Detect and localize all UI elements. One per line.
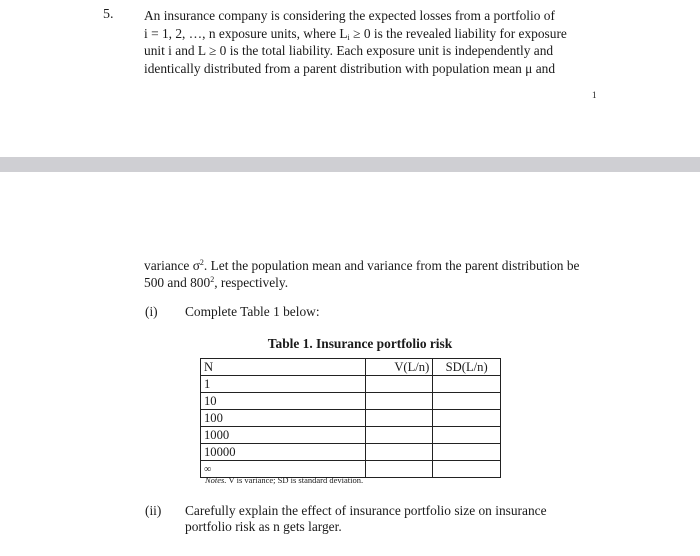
variance-cell (365, 393, 433, 410)
intro-line-2 (144, 25, 604, 43)
row-n-value: 10000 (201, 444, 366, 461)
intro-line-2-part-b: ≥ 0 is the revealed liability for exposure (349, 25, 567, 41)
sd-cell (433, 461, 501, 478)
sd-cell (433, 444, 501, 461)
header-variance: V(L/n) (365, 359, 433, 376)
continuation-line-2-part-a: 500 and 800 (144, 275, 211, 290)
variance-cell (365, 427, 433, 444)
part-ii-line-1: Carefully explain the effect of insurance portfolio size on insurance (185, 503, 547, 518)
part-i-label: (i) (145, 304, 158, 319)
intro-line-4: identically distributed from a parent distribution with population mean μ and (144, 60, 556, 76)
intro-line-2-part-a: i = 1, 2, …, n exposure units, where L (144, 25, 348, 41)
intro-line-3: unit i and L ≥ 0 is the total liability. Each exposure unit is independently and (144, 43, 554, 59)
table-row (201, 444, 501, 461)
sd-cell (433, 410, 501, 427)
table-row (201, 376, 501, 393)
variance-superscript: 2 (199, 258, 204, 267)
continuation-line-1-part-b: . Let the population mean and variance from the parent distribution be (203, 258, 580, 273)
table-row (201, 410, 501, 427)
subscript-i: i (347, 32, 350, 42)
page-number: 1 (592, 90, 597, 100)
variance-cell (365, 376, 433, 393)
sd-cell (433, 393, 501, 410)
continuation-line-2-part-b: , respectively. (214, 275, 289, 290)
header-sd: SD(L/n) (433, 359, 501, 376)
row-n-value: 1000 (201, 427, 366, 444)
part-ii-label: (ii) (145, 503, 162, 518)
part-ii-text (185, 503, 547, 535)
continuation-line-1-part-a: variance σ (144, 258, 200, 273)
question-number: 5. (103, 7, 114, 22)
variance-value-superscript: 2 (210, 275, 215, 284)
table-title: Table 1. Insurance portfolio risk (267, 336, 453, 351)
row-n-value: 100 (201, 410, 366, 427)
table-header-row (201, 359, 501, 376)
insurance-risk-table (200, 358, 501, 478)
table-row (201, 427, 501, 444)
continuation-line-2 (144, 274, 614, 291)
variance-cell (365, 444, 433, 461)
table-notes (205, 475, 363, 485)
page-break-band (0, 157, 700, 172)
notes-label: Notes. (205, 475, 227, 485)
variance-cell (365, 461, 433, 478)
table-row (201, 393, 501, 410)
sd-cell (433, 376, 501, 393)
part-ii-line-2: portfolio risk as n gets larger. (185, 519, 342, 534)
intro-line-1: An insurance company is considering the expected losses from a portfolio of (144, 8, 555, 23)
continuation-paragraph (144, 257, 614, 291)
part-i-text: Complete Table 1 below: (185, 304, 320, 319)
sd-cell (433, 427, 501, 444)
row-n-infinity: ∞ (201, 461, 366, 478)
row-n-value: 1 (201, 376, 366, 393)
question-intro-paragraph (144, 7, 604, 77)
header-n: N (201, 359, 366, 376)
notes-text: V is variance; SD is standard deviation. (226, 475, 364, 485)
row-n-value: 10 (201, 393, 366, 410)
continuation-line-1 (144, 257, 614, 274)
variance-cell (365, 410, 433, 427)
